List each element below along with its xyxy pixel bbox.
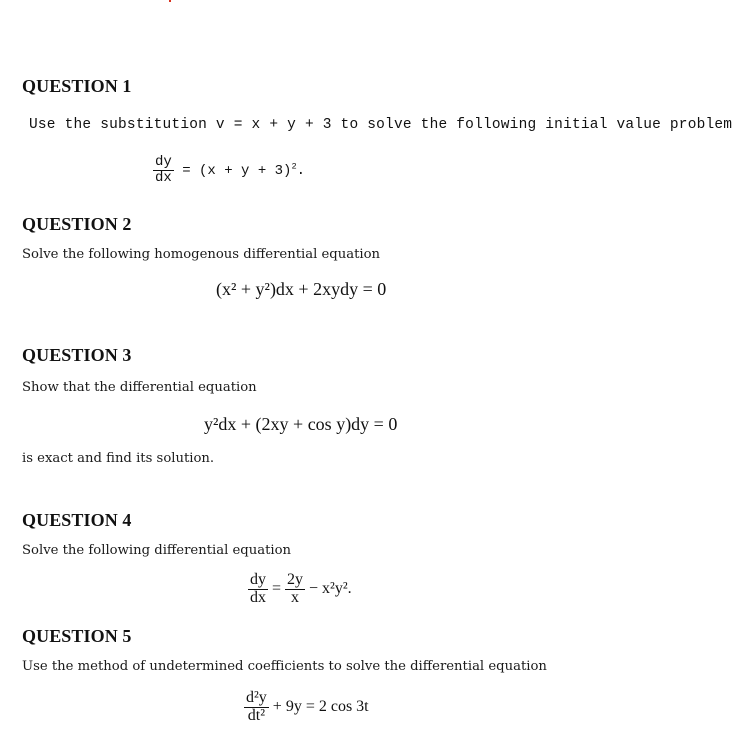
question-3-followup: is exact and find its solution. xyxy=(22,451,215,466)
fraction-denominator: dx xyxy=(250,588,266,606)
question-4-equation xyxy=(248,572,352,607)
fraction-numerator: d²y xyxy=(246,689,267,706)
question-3-equation: y²dx + (2xy + cos y)dy = 0 xyxy=(204,414,398,434)
exponent: 2 xyxy=(291,161,297,172)
question-2-prompt: Solve the following homogenous differential equation xyxy=(22,247,381,262)
equation-tail: − x²y². xyxy=(309,579,352,597)
question-1-equation xyxy=(153,155,305,185)
question-2-title: QUESTION 2 xyxy=(22,214,132,234)
red-mark xyxy=(169,0,171,2)
fraction-numerator: dy xyxy=(155,154,172,170)
fraction-dy-dx xyxy=(248,572,268,607)
equation-rhs: = (x + y + 3) xyxy=(182,162,292,179)
question-3-prompt: Show that the differential equation xyxy=(22,380,257,395)
question-4-title: QUESTION 4 xyxy=(22,510,132,530)
question-1-title: QUESTION 1 xyxy=(22,76,132,96)
equation-end: . xyxy=(296,162,306,179)
equation-rhs: + 9y = 2 cos 3t xyxy=(272,697,369,715)
question-2-equation: (x² + y²)dx + 2xydy = 0 xyxy=(216,279,387,299)
fraction-numerator: dy xyxy=(250,571,266,588)
fraction-2y-x xyxy=(285,572,305,607)
fraction-numerator: 2y xyxy=(287,571,304,588)
question-4-prompt: Solve the following differential equation xyxy=(22,543,292,558)
question-5-title: QUESTION 5 xyxy=(22,626,132,646)
fraction-dy-dx xyxy=(153,155,174,185)
question-5-equation xyxy=(244,690,369,725)
question-5-prompt: Use the method of undetermined coefficients to solve the differential equation xyxy=(22,659,547,674)
fraction-d2y-dt2 xyxy=(244,690,269,725)
question-1-prompt: Use the substitution v = x + y + 3 to solve the following initial value problem xyxy=(29,117,732,133)
equals-sign: = xyxy=(272,579,282,597)
question-3-title: QUESTION 3 xyxy=(22,345,132,365)
fraction-denominator: dt² xyxy=(247,706,266,724)
fraction-denominator: dx xyxy=(155,169,172,186)
fraction-denominator: x xyxy=(291,588,300,606)
